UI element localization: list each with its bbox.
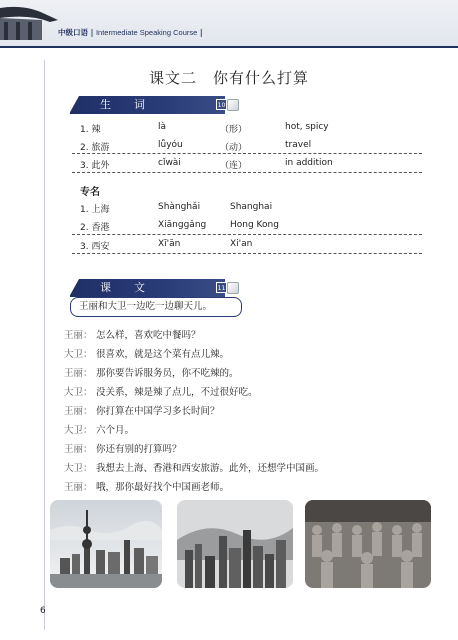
speaker-label: 大卫：: [64, 425, 93, 436]
speaker-label: 大卫：: [64, 349, 93, 360]
proper-noun-row: [80, 199, 420, 217]
proper-noun-row: [80, 236, 420, 254]
proper-noun-row: [80, 217, 420, 235]
proper-noun-pinyin: Xī'ān: [158, 239, 181, 249]
terracotta-warriors-photo: [305, 500, 431, 588]
proper-noun-english: Xi'an: [230, 239, 253, 249]
text-intro-box: 王丽和大卫一边吃一边聊天儿。: [70, 297, 242, 317]
hong-kong-skyline-photo: [177, 500, 293, 588]
speaker-label: 大卫：: [64, 387, 93, 398]
listen-icon: [227, 99, 239, 111]
margin-rule: [44, 60, 45, 630]
dialog-text: 哦，那你最好找个中国画老师。: [96, 482, 230, 493]
speaker-label: 王丽：: [64, 482, 93, 493]
vocab-row: [80, 155, 420, 173]
text-heading: 课 文: [100, 281, 151, 294]
proper-nouns-heading: 专名: [80, 187, 100, 198]
dialog-text: 你还有别的打算吗？: [96, 444, 182, 455]
vocab-heading: 生 词: [100, 98, 151, 111]
vocab-pos: （形）: [220, 125, 248, 135]
cd-track-icon: 10: [216, 99, 227, 110]
vocab-row: [80, 119, 420, 137]
dialog-text: 我想去上海、香港和西安旅游。此外，还想学中国画。: [96, 463, 325, 474]
vocab-word: 3. 此外: [80, 161, 110, 171]
divider: [72, 234, 422, 235]
lesson-title: 课文二 你有什么打算: [148, 69, 309, 87]
dialog-text: 没关系，辣是辣了点儿，不过很好吃。: [96, 387, 258, 398]
divider: [72, 153, 422, 154]
proper-noun-pinyin: Xiānggǎng: [158, 220, 207, 230]
header-rule: [0, 46, 458, 48]
proper-noun-english: Hong Kong: [230, 220, 279, 230]
dialog-text: 六个月。: [96, 425, 135, 436]
speaker-label: 王丽：: [64, 330, 93, 341]
vocab-pinyin: là: [158, 122, 167, 132]
proper-noun-word: 2. 香港: [80, 223, 110, 233]
vocab-word: 2. 旅游: [80, 143, 110, 153]
page-number: 6: [40, 606, 46, 616]
vocab-pinyin: lǚyóu: [158, 140, 183, 150]
divider: [72, 253, 422, 254]
cd-track-icon: 11: [216, 282, 227, 293]
vocab-pinyin: cǐwài: [158, 158, 181, 168]
proper-noun-pinyin: Shànghǎi: [158, 202, 201, 212]
vocab-word: 1. 辣: [80, 125, 101, 135]
shanghai-skyline-photo: [50, 500, 162, 588]
divider: [72, 172, 422, 173]
proper-noun-english: Shanghai: [230, 202, 273, 212]
dialog-text: 那你要告诉服务员，你不吃辣的。: [96, 368, 239, 379]
course-title-cn: 中级口语: [58, 28, 88, 37]
proper-noun-word: 3. 西安: [80, 242, 110, 252]
dialog-text: 你打算在中国学习多长时间？: [96, 406, 220, 417]
speaker-label: 王丽：: [64, 368, 93, 379]
speaker-label: 大卫：: [64, 463, 93, 474]
text-banner: [70, 279, 225, 297]
listen-icon: [227, 282, 239, 294]
vocab-pos: （连）: [220, 161, 248, 171]
speaker-label: 王丽：: [64, 444, 93, 455]
vocab-pos: （动）: [220, 143, 248, 153]
course-title-en: Intermediate Speaking Course: [95, 28, 198, 37]
dialog-text: 很喜欢，就是这个菜有点儿辣。: [96, 349, 230, 360]
course-title: 中级口语 | Intermediate Speaking Course |: [58, 28, 203, 37]
vocab-english: in addition: [285, 158, 333, 168]
proper-noun-word: 1. 上海: [80, 205, 110, 215]
dialog-text: 怎么样，喜欢吃中餐吗？: [96, 330, 201, 341]
vocab-english: hot, spicy: [285, 122, 329, 132]
vocab-banner: [70, 96, 225, 114]
vocab-english: travel: [285, 140, 312, 150]
speaker-label: 王丽：: [64, 406, 93, 417]
